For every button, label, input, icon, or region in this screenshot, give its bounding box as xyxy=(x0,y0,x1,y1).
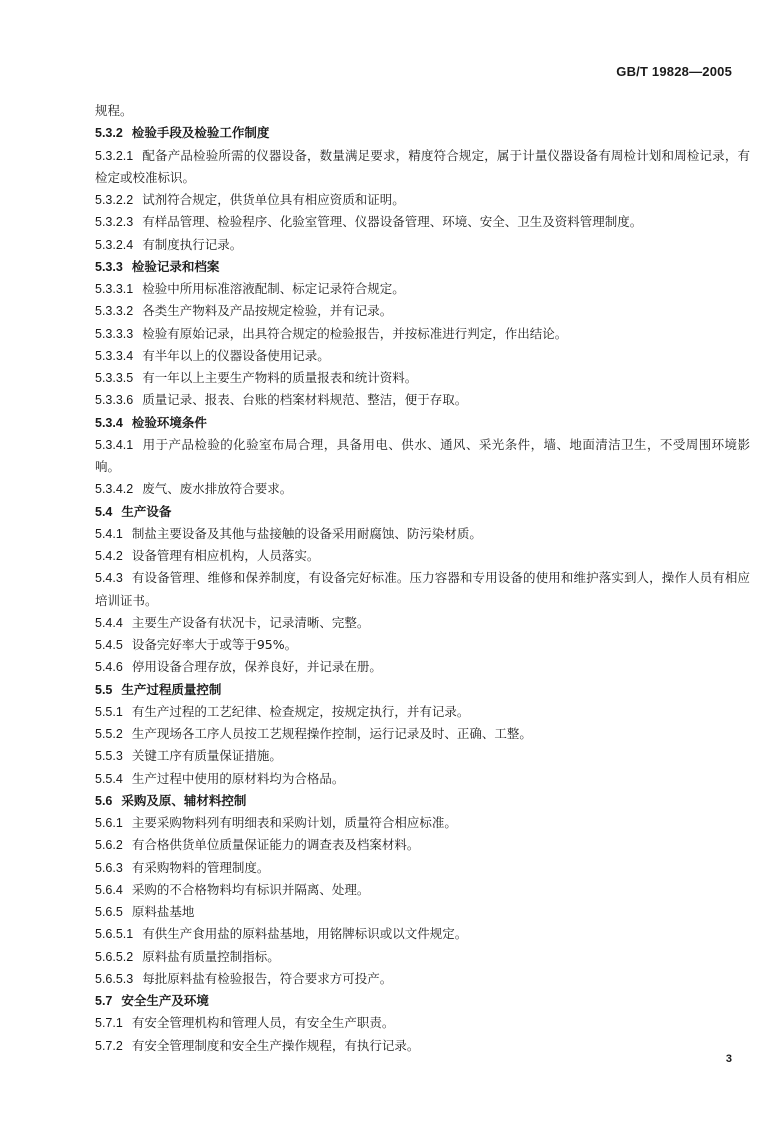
clause-line xyxy=(95,234,750,256)
clause-number: 5.6.1 xyxy=(95,816,123,830)
clause-text: 主要生产设备有状况卡，记录清晰、完整。 xyxy=(131,614,370,630)
clause-line xyxy=(95,612,750,634)
clause-line xyxy=(95,812,750,834)
clause-line xyxy=(95,701,750,723)
clause-text: 关键工序有质量保证措施。 xyxy=(131,748,282,764)
clause-number: 5.5.4 xyxy=(95,771,123,786)
clause-text: 每批原料盐有检验报告，符合要求方可投产。 xyxy=(142,970,393,986)
clause-line xyxy=(95,567,750,612)
clause-text: 安全生产及环境 xyxy=(121,993,209,1008)
clause-line xyxy=(95,946,750,968)
clause-line xyxy=(95,901,750,923)
clause-number: 5.4.2 xyxy=(95,549,123,563)
section-heading xyxy=(95,501,750,523)
clause-number: 5.3.4.2 xyxy=(95,482,134,497)
clause-text: 检验中所用标准溶液配制、标定记录符合规定。 xyxy=(142,281,405,296)
clause-text: 有样品管理、检验程序、化验室管理、仪器设备管理、环境、安全、卫生及资料管理制度。 xyxy=(142,214,643,230)
clause-number: 5.3.3.6 xyxy=(95,393,134,408)
clause-line xyxy=(95,189,750,211)
clause-number: 5.4 xyxy=(95,504,113,519)
clause-number: 5.5.2 xyxy=(95,727,123,741)
clause-line xyxy=(95,768,750,790)
clause-text: 生产过程质量控制 xyxy=(121,681,222,697)
section-heading xyxy=(95,122,750,144)
clause-text: 规程。 xyxy=(95,103,133,118)
clause-line xyxy=(95,345,750,367)
clause-line xyxy=(95,145,750,190)
clause-number: 5.3.2.2 xyxy=(95,193,134,207)
clause-number: 5.3.3.4 xyxy=(95,348,134,363)
clause-number: 5.4.3 xyxy=(95,571,123,586)
clause-number: 5.6.2 xyxy=(95,838,123,853)
clause-text: 废气、废水排放符合要求。 xyxy=(142,481,293,497)
clause-text: 原料盐有质量控制指标。 xyxy=(142,948,280,964)
clause-text: 设备完好率大于或等于95%。 xyxy=(131,637,298,652)
clause-number: 5.5.1 xyxy=(95,704,123,719)
clause-line xyxy=(95,1035,750,1057)
clause-line xyxy=(95,1012,750,1034)
section-heading xyxy=(95,990,750,1012)
clause-number: 5.5 xyxy=(95,682,113,697)
clause-number: 5.3.2.1 xyxy=(95,148,134,163)
clause-line xyxy=(95,434,750,479)
clause-text: 原料盐基地 xyxy=(131,904,195,919)
clause-line xyxy=(95,300,750,322)
clause-text: 采购及原、辅材料控制 xyxy=(121,792,247,808)
clause-text: 检验手段及检验工作制度 xyxy=(131,125,270,141)
clause-text: 各类生产物料及产品按规定检验，并有记录。 xyxy=(142,303,393,319)
clause-text: 检验环境条件 xyxy=(131,414,207,430)
clause-text: 有安全管理机构和管理人员，有安全生产职责。 xyxy=(131,1015,395,1031)
clause-text: 设备管理有相应机构，人员落实。 xyxy=(131,548,320,563)
clause-text: 试剂符合规定，供货单位具有相应资质和证明。 xyxy=(142,192,405,207)
clause-line xyxy=(95,278,750,300)
clause-line xyxy=(95,523,750,545)
clause-number: 5.6.5 xyxy=(95,905,123,919)
clause-line xyxy=(95,923,750,945)
clause-number: 5.3.3.2 xyxy=(95,304,134,319)
clause-number: 5.7.2 xyxy=(95,1038,123,1053)
clause-number: 5.7 xyxy=(95,994,113,1008)
clause-number: 5.3.2 xyxy=(95,126,123,141)
clause-number: 5.6.5.1 xyxy=(95,927,134,942)
clause-line xyxy=(95,634,750,656)
clause-text: 制盐主要设备及其他与盐接触的设备采用耐腐蚀、防污染材质。 xyxy=(131,525,482,541)
clause-number: 5.3.3 xyxy=(95,259,123,274)
clause-text: 有供生产食用盐的原料盐基地，用铭牌标识或以文件规定。 xyxy=(142,926,468,942)
clause-text: 检验有原始记录，出具符合规定的检验报告，并按标准进行判定，作出结论。 xyxy=(142,325,568,341)
clause-text: 生产设备 xyxy=(121,503,172,519)
clause-line xyxy=(95,478,750,500)
clause-number: 5.3.3.1 xyxy=(95,282,134,296)
clause-text: 有生产过程的工艺纪律、检查规定，按规定执行，并有记录。 xyxy=(131,703,470,719)
clause-text: 有安全管理制度和安全生产操作规程，有执行记录。 xyxy=(131,1037,420,1053)
clause-line xyxy=(95,389,750,411)
clause-text: 生产过程中使用的原材料均为合格品。 xyxy=(131,770,345,786)
clause-text: 用于产品检验的化验室布局合理，具备用电、供水、通风、采光条件，墙、地面清洁卫生，不受周围环境影响。 xyxy=(95,436,750,474)
clause-text: 有半年以上的仪器设备使用记录。 xyxy=(142,347,330,363)
clause-number: 5.3.3.5 xyxy=(95,371,134,385)
clause-text: 质量记录、报表、台账的档案材料规范、整洁，便于存取。 xyxy=(142,392,468,408)
clause-text: 有采购物料的管理制度。 xyxy=(131,859,270,875)
clause-number: 5.6 xyxy=(95,793,113,808)
clause-line xyxy=(95,857,750,879)
page-number: 3 xyxy=(725,1053,732,1065)
clause-line xyxy=(95,367,750,389)
clause-number: 5.4.6 xyxy=(95,660,123,675)
clause-number: 5.4.1 xyxy=(95,526,123,541)
clause-text: 检验记录和档案 xyxy=(131,258,220,274)
clause-line xyxy=(95,723,750,745)
clause-text: 停用设备合理存放，保养良好，并记录在册。 xyxy=(131,659,382,675)
clause-number: 5.3.4 xyxy=(95,415,123,430)
clause-number: 5.6.4 xyxy=(95,882,123,897)
clause-text: 生产现场各工序人员按工艺规程操作控制，运行记录及时、正确、工整。 xyxy=(131,726,532,741)
clause-number: 5.6.5.2 xyxy=(95,949,134,964)
section-heading xyxy=(95,790,750,812)
clause-number: 5.3.2.3 xyxy=(95,215,134,230)
clause-text: 有合格供货单位质量保证能力的调查表及档案材料。 xyxy=(131,837,420,853)
clause-line xyxy=(95,656,750,678)
clause-line xyxy=(95,745,750,767)
clause-line xyxy=(95,879,750,901)
document-body xyxy=(95,100,750,1057)
section-heading xyxy=(95,679,750,701)
clause-number: 5.3.4.1 xyxy=(95,437,134,452)
standard-code: GB/T 19828—2005 xyxy=(616,64,732,79)
section-heading xyxy=(95,256,750,278)
clause-line xyxy=(95,323,750,345)
clause-text: 有制度执行记录。 xyxy=(142,236,243,252)
clause-line xyxy=(95,968,750,990)
clause-number: 5.5.3 xyxy=(95,749,123,764)
clause-text: 采购的不合格物料均有标识并隔离、处理。 xyxy=(131,881,370,897)
clause-text: 有一年以上主要生产物料的质量报表和统计资料。 xyxy=(142,370,418,385)
clause-number: 5.4.4 xyxy=(95,615,123,630)
clause-number: 5.6.5.3 xyxy=(95,971,134,986)
clause-line xyxy=(95,545,750,567)
clause-number: 5.7.1 xyxy=(95,1016,123,1031)
clause-line xyxy=(95,100,750,122)
clause-number: 5.3.2.4 xyxy=(95,237,134,252)
clause-number: 5.6.3 xyxy=(95,860,123,875)
clause-number: 5.3.3.3 xyxy=(95,326,134,341)
clause-text: 配备产品检验所需的仪器设备，数量满足要求，精度符合规定，属于计量仪器设备有周检计划和周检记录，有检定或校准标识。 xyxy=(95,147,750,185)
clause-number: 5.4.5 xyxy=(95,638,123,652)
clause-line xyxy=(95,211,750,233)
clause-text: 有设备管理、维修和保养制度，有设备完好标准。压力容器和专用设备的使用和维护落实到人，操作人员有相应培训证书。 xyxy=(95,570,750,608)
section-heading xyxy=(95,412,750,434)
clause-line xyxy=(95,834,750,856)
clause-text: 主要采购物料列有明细表和采购计划，质量符合相应标准。 xyxy=(131,815,457,830)
